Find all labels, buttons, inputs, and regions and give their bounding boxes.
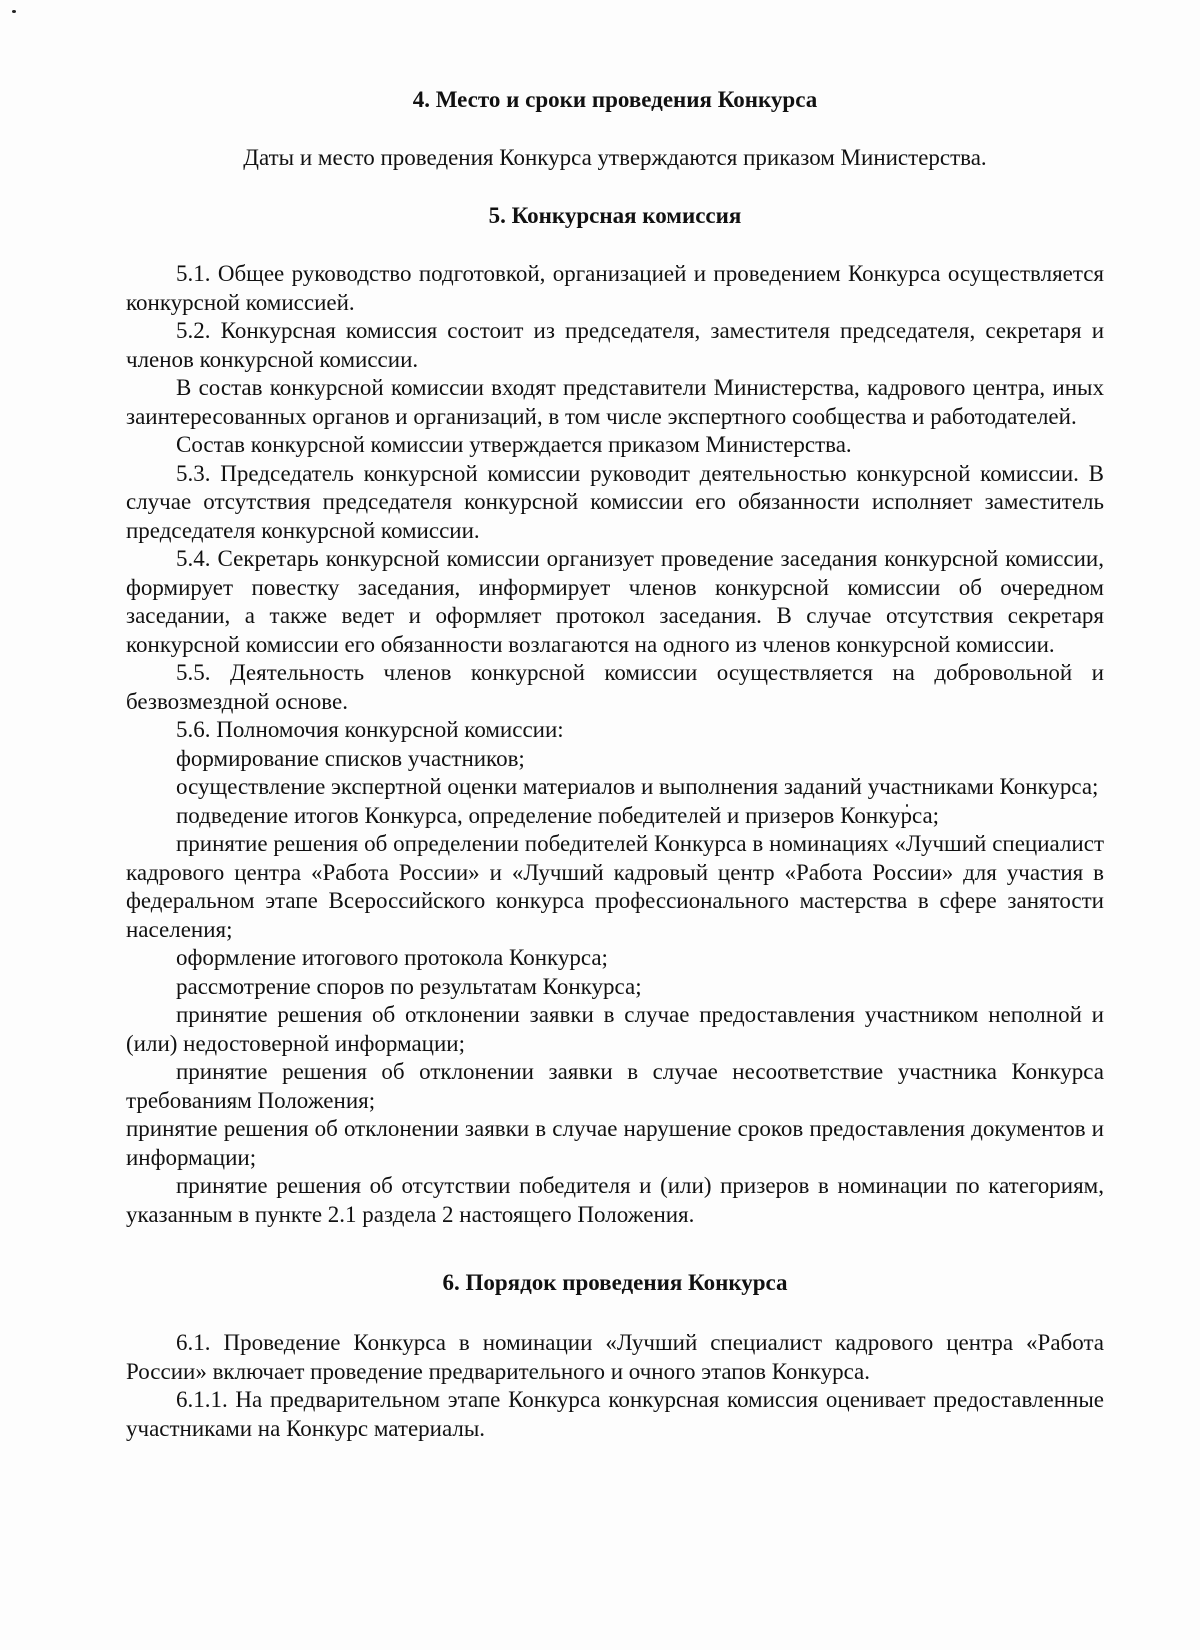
list-item: принятие решения об отсутствии победителя и (или) призеров в номинации по категориям, указанным в пункте 2.1 раздела 2 настоящего Положения. [126, 1173, 1104, 1227]
section-4-heading: 4. Место и сроки проведения Конкурса [412, 87, 818, 112]
list-item: принятие решения об отклонении заявки в случае несоответствие участника Конкурса требованиям Положения; [126, 1059, 1104, 1113]
list-item: принятие решения об определении победителей Конкурса в номинациях «Лучший специалист кадрового центра «Работа России» и «Лучший кадровый центр «Работа России» для участия в федеральном этапе Всероссийского конкурса профессионального мастерства в сфере занятости населения; [126, 831, 1104, 942]
section-6-heading: 6. Порядок проведения Конкурса [442, 1270, 788, 1295]
list-item: оформление итогового протокола Конкурса; [176, 945, 608, 970]
list-item: принятие решения об отклонении заявки в случае предоставления участником неполной и (или) недостоверной информации; [126, 1002, 1104, 1056]
list-item: принятие решения об отклонении заявки в случае нарушение сроков предоставления документов и информации; [126, 1116, 1104, 1170]
paragraph-commission-composition: В состав конкурсной комиссии входят представители Министерства, кадрового центра, иных заинтересованных органов и организаций, в том числе экспертного сообщества и работодателей. [126, 375, 1104, 429]
paragraph-5-2: 5.2. Конкурсная комиссия состоит из председателя, заместителя председателя, секретаря и членов конкурсной комиссии. [126, 318, 1104, 372]
paragraph-5-6: 5.6. Полномочия конкурсной комиссии: [176, 717, 564, 742]
paragraph-5-4: 5.4. Секретарь конкурсной комиссии организует проведение заседания конкурсной комиссии, формирует повестку заседания, информирует членов конкурсной комиссии об очередном заседании, а также ведет и оформляет протокол заседания. В случае отсутствия секретаря конкурсной комиссии его обязанности возлагаются на одного из членов конкурсной комиссии. [126, 546, 1104, 657]
paragraph-5-5: 5.5. Деятельность членов конкурсной комиссии осуществляется на добровольной и безвозмездной основе. [126, 660, 1104, 714]
document-body [126, 86, 1104, 1443]
paragraph-5-3: 5.3. Председатель конкурсной комиссии руководит деятельностью конкурсной комиссии. В случае отсутствия председателя конкурсной комиссии его обязанности исполняет заместитель председателя конкурсной комиссии. [126, 460, 1104, 543]
section-5-heading: 5. Конкурсная комиссия [488, 203, 742, 228]
paragraph-composition-approval: Состав конкурсной комиссии утверждается приказом Министерства. [176, 432, 852, 457]
paragraph-6-1-1: 6.1.1. На предварительном этапе Конкурса конкурсная комиссия оценивает предоставленные участниками на Конкурс материалы. [126, 1387, 1104, 1441]
scan-speck [12, 10, 16, 13]
paragraph-5-1: 5.1. Общее руководство подготовкой, организацией и проведением Конкурса осуществляется конкурсной комиссией. [126, 261, 1104, 315]
list-item: подведение итогов Конкурса, определение победителей и призеров Конкурса; [176, 802, 940, 828]
section-4-text: Даты и место проведения Конкурса утверждаются приказом Министерства. [243, 145, 987, 170]
paragraph-6-1: 6.1. Проведение Конкурса в номинации «Лучший специалист кадрового центра «Работа России» включает проведение предварительного и очного этапов Конкурса. [126, 1330, 1104, 1384]
list-item: осуществление экспертной оценки материалов и выполнения заданий участниками Конкурса; [176, 774, 1099, 799]
list-item: формирование списков участников; [176, 745, 525, 771]
list-item: рассмотрение споров по результатам Конкурса; [176, 973, 642, 999]
